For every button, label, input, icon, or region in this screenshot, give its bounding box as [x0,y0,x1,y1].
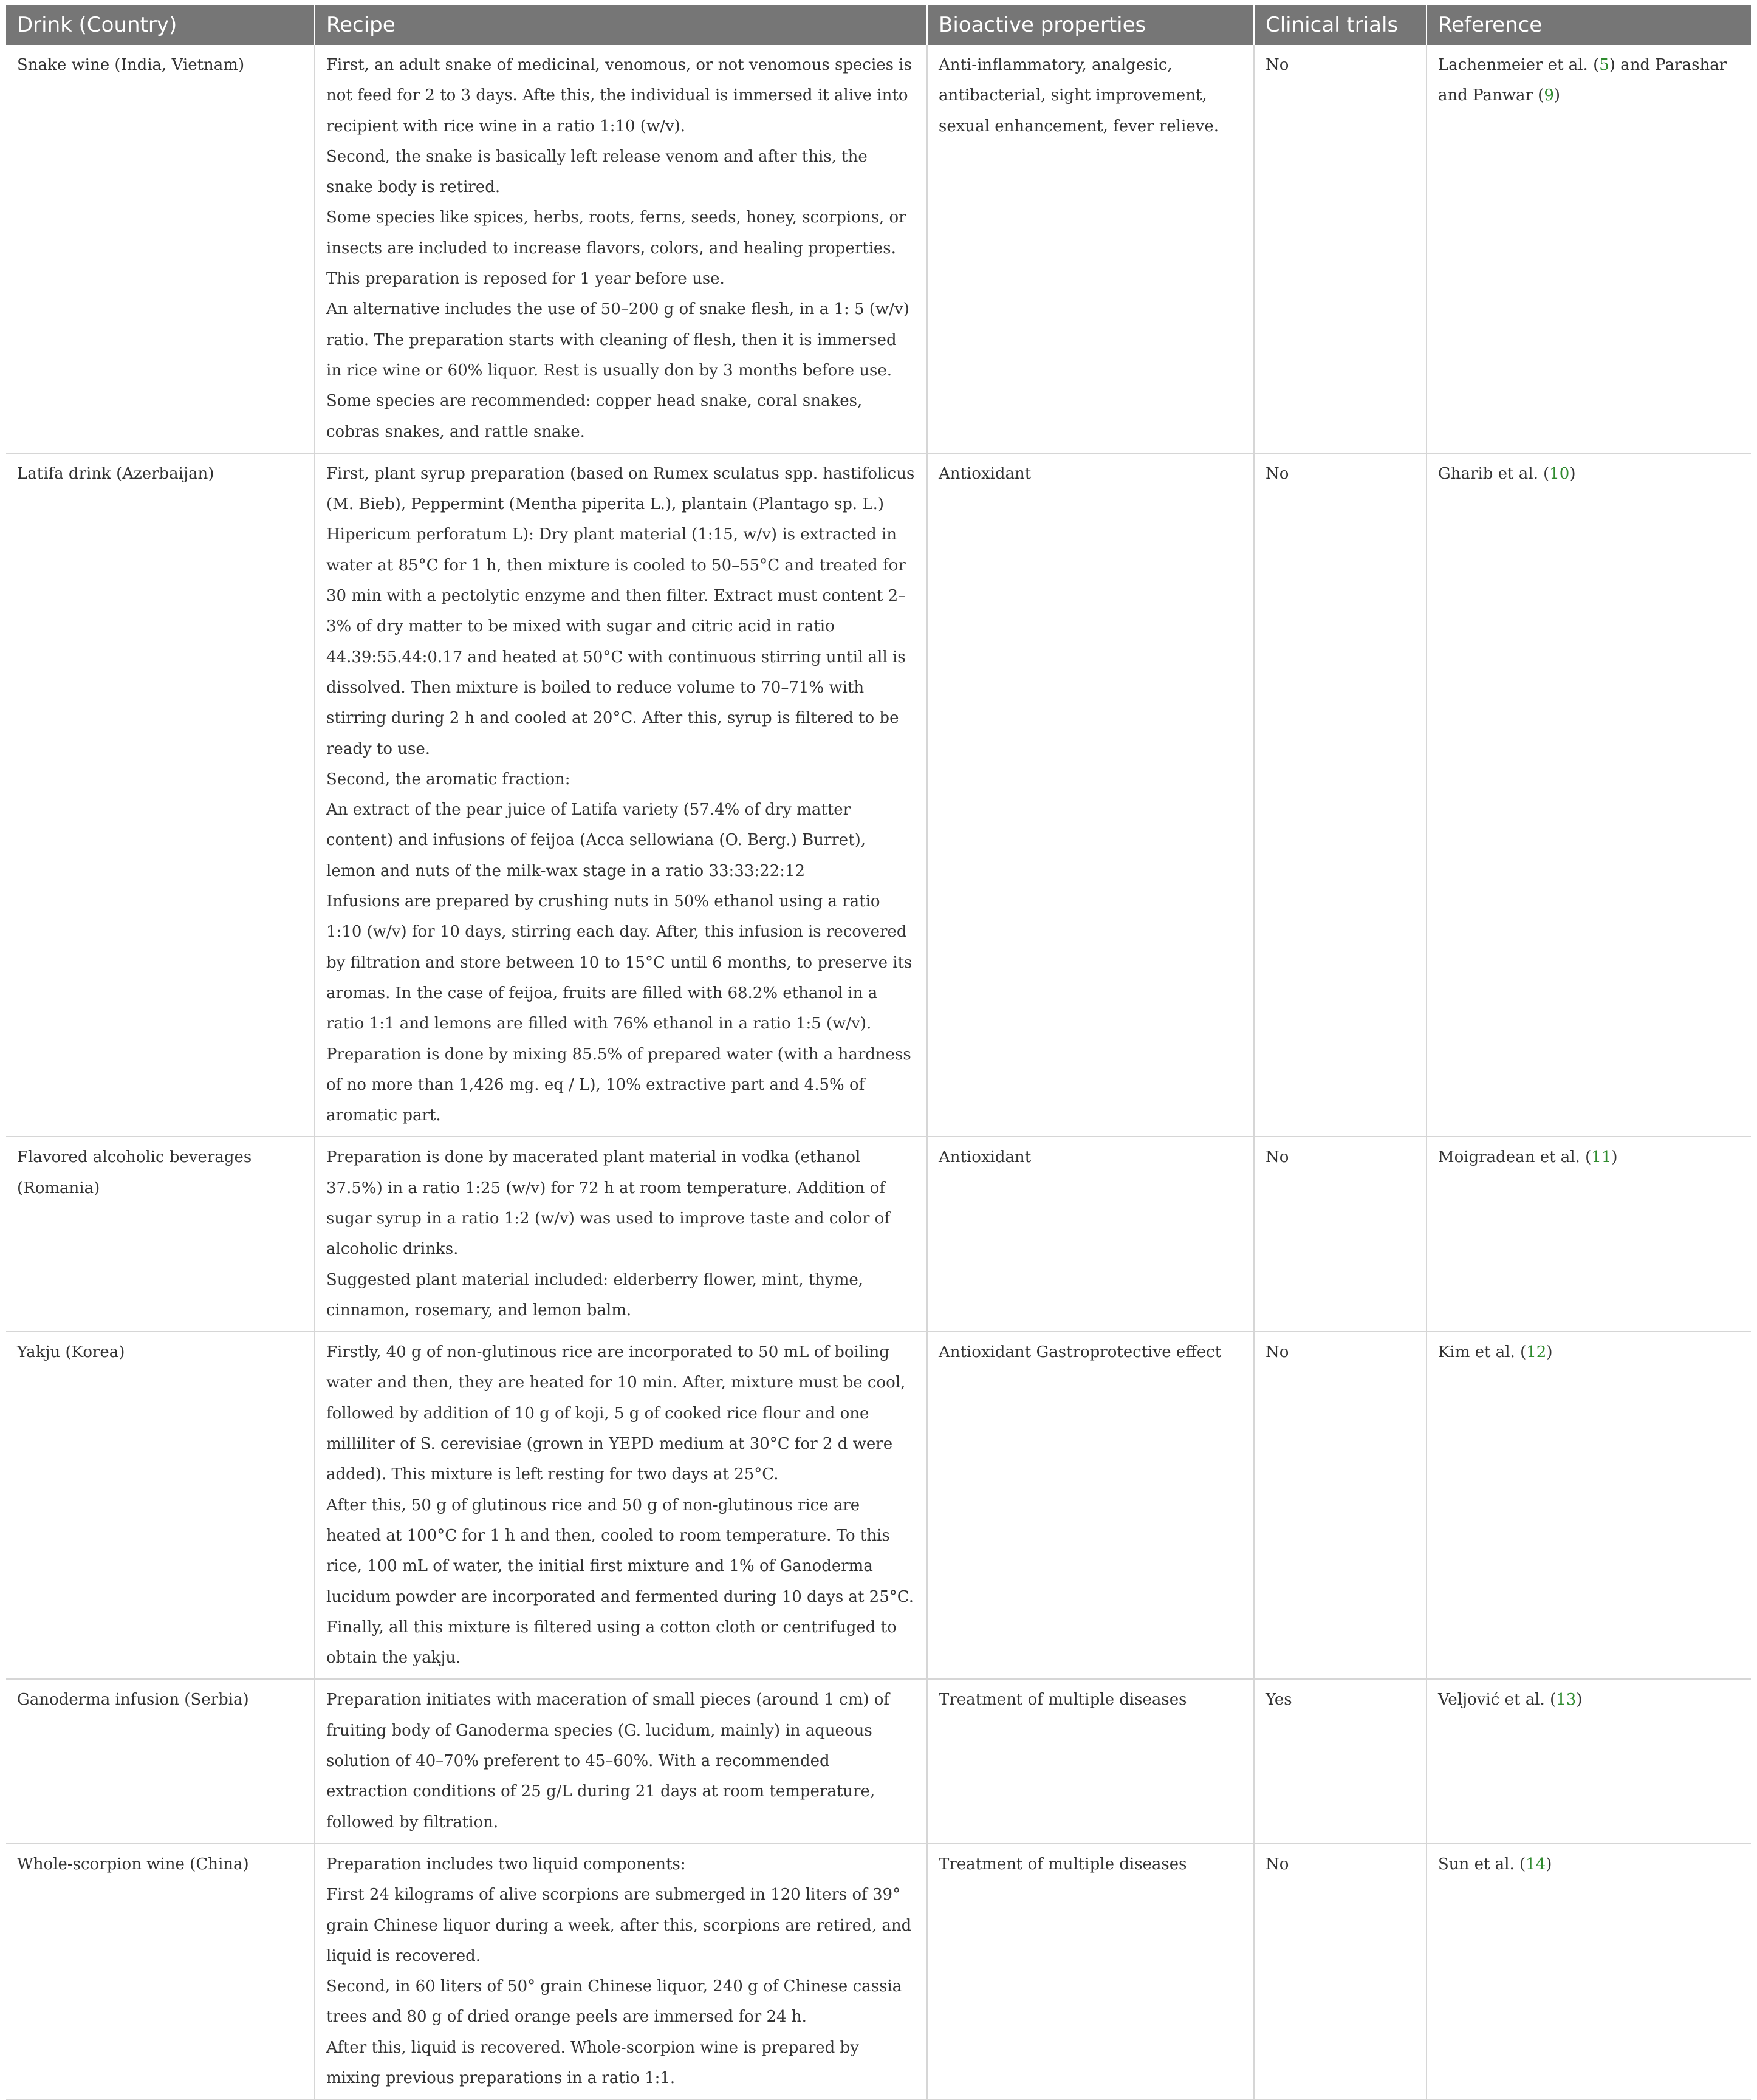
reference-link[interactable]: 9 [1544,86,1554,105]
table-container [6,5,1751,2100]
table-body [6,45,1751,2099]
reference-text: ) [1546,1855,1552,1873]
header-drink-country: Drink (Country) [6,5,315,45]
cell-drink: Snake wine (India, Vietnam) [6,45,315,453]
recipe-paragraph: First, an adult snake of medicinal, venomous, or not venomous species is not feed for 2 to 3 days. Afte this, the individual is immersed it alive into recipient with rice wine in a ratio 1:10 (w/v). [326,56,912,135]
reference-text: Kim et al. ( [1438,1343,1527,1362]
recipe-paragraph: An alternative includes the use of 50–200 g of snake flesh, in a 1: 5 (w/v) ratio. The preparation starts with cleaning of flesh, then it is immersed in rice wine or 60% liquor. Rest is usually don by 3 months before use. [326,300,909,380]
reference-text: ) [1576,1691,1583,1709]
reference-link[interactable]: 11 [1591,1148,1612,1167]
reference-text: Lachenmeier et al. ( [1438,56,1600,74]
reference-link[interactable]: 10 [1549,464,1570,483]
reference-link[interactable]: 14 [1526,1855,1546,1873]
cell-bioactive-properties: Anti-inflammatory, analgesic, antibacterial, sight improvement, sexual enhancement, fever relieve. [927,45,1254,453]
header-clinical-trials: Clinical trials [1254,5,1426,45]
recipe-paragraph: Second, the aromatic fraction: [326,770,570,788]
reference-text: ) [1546,1343,1553,1362]
cell-clinical-trials: No [1254,453,1426,1137]
reference-link[interactable]: 13 [1556,1691,1577,1709]
cell-reference [1426,1844,1751,2099]
cell-drink: Ganoderma infusion (Serbia) [6,1679,315,1843]
reference-text: Veljović et al. ( [1438,1691,1557,1709]
recipe-paragraph: Preparation is done by macerated plant material in vodka (ethanol 37.5%) in a ratio 1:25 (w/v) for 72 h at room temperature. Addition of sugar syrup in a ratio 1:2 (w/v) was used to improve taste and color of alcoholic drinks. [326,1148,890,1259]
cell-recipe [315,1844,927,2099]
cell-drink: Whole-scorpion wine (China) [6,1844,315,2099]
reference-text: ) [1569,464,1576,483]
header-recipe: Recipe [315,5,927,45]
header-bioactive-properties: Bioactive properties [927,5,1254,45]
drinks-table [6,5,1751,2100]
recipe-paragraph: Firstly, 40 g of non-glutinous rice are incorporated to 50 mL of boiling water and then, they are heated for 10 min. After, mixture must be cool, followed by addition of 10 g of koji, 5 g of cooked rice flour and one milliliter of S. cerevisiae (grown in YEPD medium at 30°C for 2 d were added). This mixture is left resting for two days at 25°C. [326,1343,906,1484]
cell-bioactive-properties: Treatment of multiple diseases [927,1679,1254,1843]
table-row [6,45,1751,453]
table-row [6,453,1751,1137]
recipe-paragraph: First 24 kilograms of alive scorpions are submerged in 120 liters of 39° grain Chinese liquor during a week, after this, scorpions are retired, and liquid is recovered. [326,1886,912,1965]
cell-recipe [315,1137,927,1332]
table-header [6,5,1751,45]
cell-recipe [315,1332,927,1679]
recipe-paragraph: Some species like spices, herbs, roots, ferns, seeds, honey, scorpions, or insects are included to increase flavors, colors, and healing properties. This preparation is reposed for 1 year before use. [326,208,906,289]
recipe-paragraph: Second, the snake is basically left release venom and after this, the snake body is retired. [326,147,868,197]
cell-drink: Yakju (Korea) [6,1332,315,1679]
reference-text: Moigradean et al. ( [1438,1148,1592,1167]
reference-text: ) [1553,86,1561,105]
cell-recipe [315,1679,927,1843]
recipe-paragraph: Preparation is done by mixing 85.5% of prepared water (with a hardness of no more than 1,426 mg. eq / L), 10% extractive part and 4.5% of aromatic part. [326,1045,911,1125]
cell-bioactive-properties: Antioxidant [927,453,1254,1137]
reference-link[interactable]: 5 [1599,56,1609,74]
table-row [6,1332,1751,1679]
recipe-paragraph: Infusions are prepared by crushing nuts in 50% ethanol using a ratio 1:10 (w/v) for 10 days, stirring each day. After, this infusion is recovered by filtration and store between 10 to 15°C until 6 months, to preserve its aromas. In the case of feijoa, fruits are filled with 68.2% ethanol in a ratio 1:1 and lemons are filled with 76% ethanol in a ratio 1:5 (w/v). [326,892,913,1033]
reference-text: ) [1611,1148,1618,1167]
cell-bioactive-properties: Antioxidant [927,1137,1254,1332]
recipe-paragraph: Preparation includes two liquid components: [326,1855,686,1873]
cell-clinical-trials: No [1254,1137,1426,1332]
cell-clinical-trials: Yes [1254,1679,1426,1843]
cell-clinical-trials: No [1254,1844,1426,2099]
recipe-paragraph: After this, liquid is recovered. Whole-scorpion wine is prepared by mixing previous preparations in a ratio 1:1. [326,2038,859,2087]
cell-bioactive-properties: Treatment of multiple diseases [927,1844,1254,2099]
recipe-paragraph: Preparation initiates with maceration of small pieces (around 1 cm) of fruiting body of Ganoderma species (G. lucidum, mainly) in aqueous solution of 40–70% preferent to 45–60%. With a recommended extraction conditions of 25 g/L during 21 days at room temperature, followed by filtration. [326,1691,890,1832]
cell-drink: Flavored alcoholic beverages (Romania) [6,1137,315,1332]
table-row [6,1679,1751,1843]
table-row [6,1137,1751,1332]
reference-text: Gharib et al. ( [1438,464,1550,483]
cell-reference [1426,1137,1751,1332]
cell-reference [1426,453,1751,1137]
recipe-paragraph: First, plant syrup preparation (based on Rumex sculatus spp. hastifolicus (M. Bieb), Peppermint (Mentha piperita L.), plantain (Plantago sp. L.) Hipericum perforatum L): Dry plant material (1:15, w/v) is extracted in water at 85°C for 1 h, then mixture is cooled to 50–55°C and treated for 30 min with a pectolytic enzyme and then filter. Extract must content 2–3% of dry matter to be mixed with sugar and citric acid in ratio 44.39:55.44:0.17 and heated at 50°C with continuous stirring until all is dissolved. Then mixture is boiled to reduce volume to 70–71% with stirring during 2 h and cooled at 20°C. After this, syrup is filtered to be ready to use. [326,464,915,758]
cell-reference [1426,45,1751,453]
reference-text: ) and Parashar and Panwar ( [1438,56,1727,105]
cell-reference [1426,1332,1751,1679]
recipe-paragraph: An extract of the pear juice of Latifa variety (57.4% of dry matter content) and infusions of feijoa (Acca sellowiana (O. Berg.) Burret), lemon and nuts of the milk-wax stage in a ratio 33:33:22:12 [326,801,866,880]
cell-clinical-trials: No [1254,45,1426,453]
recipe-paragraph: After this, 50 g of glutinous rice and 50 g of non-glutinous rice are heated at 100°C for 1 h and then, cooled to room temperature. To this rice, 100 mL of water, the initial first mixture and 1% of Ganoderma lucidum powder are incorporated and fermented during 10 days at 25°C. Finally, all this mixture is filtered using a cotton cloth or centrifuged to obtain the yakju. [326,1496,914,1667]
cell-reference [1426,1679,1751,1843]
cell-recipe [315,453,927,1137]
reference-text: Sun et al. ( [1438,1855,1526,1873]
recipe-paragraph: Second, in 60 liters of 50° grain Chinese liquor, 240 g of Chinese cassia trees and 80 g of dried orange peels are immersed for 24 h. [326,1977,902,2026]
reference-link[interactable]: 12 [1526,1343,1547,1362]
cell-clinical-trials: No [1254,1332,1426,1679]
cell-recipe [315,45,927,453]
header-row [6,5,1751,45]
header-reference: Reference [1426,5,1751,45]
cell-bioactive-properties: Antioxidant Gastroprotective effect [927,1332,1254,1679]
recipe-paragraph: Some species are recommended: copper head snake, coral snakes, cobras snakes, and rattle snake. [326,392,863,441]
recipe-paragraph: Suggested plant material included: elderberry flower, mint, thyme, cinnamon, rosemary, and lemon balm. [326,1270,864,1319]
cell-drink: Latifa drink (Azerbaijan) [6,453,315,1137]
table-row [6,1844,1751,2099]
